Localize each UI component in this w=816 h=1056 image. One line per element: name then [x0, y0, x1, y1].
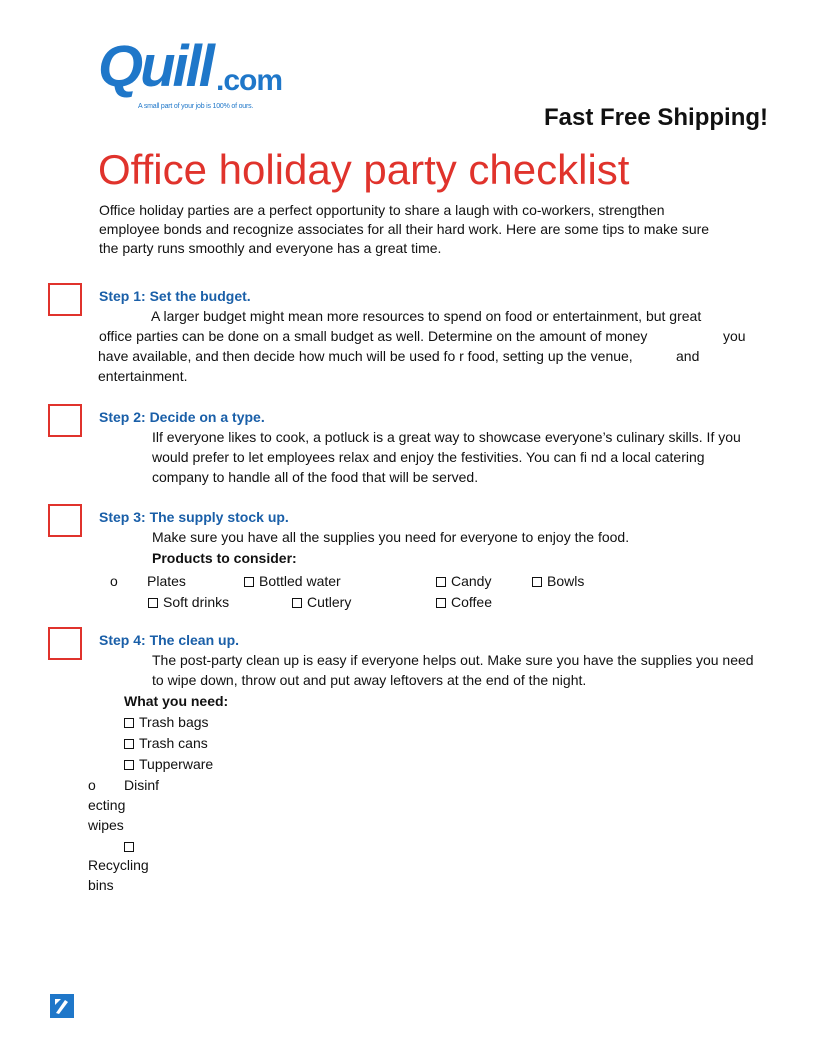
- products-heading: Products to consider:: [152, 550, 297, 566]
- small-checkbox-icon[interactable]: [124, 718, 134, 728]
- step4-line: The post-party clean up is easy if everyone helps out. Make sure you have the supplies you need: [152, 652, 754, 668]
- step1-line: and: [676, 348, 700, 364]
- logo-tagline: A small part of your job is 100% of ours.: [138, 103, 254, 110]
- step3-line: Make sure you have all the supplies you need for everyone to enjoy the food.: [152, 529, 630, 545]
- bullet: o: [110, 573, 118, 589]
- bullet: o: [88, 777, 96, 793]
- need-item[interactable]: Trash bags: [124, 713, 209, 733]
- product-item[interactable]: Cutlery: [292, 593, 351, 613]
- step1-line: entertainment.: [98, 368, 188, 384]
- step2-line: company to handle all of the food that will be served.: [152, 469, 479, 485]
- step3-checkbox[interactable]: [48, 504, 82, 537]
- step2-line: Ilf everyone likes to cook, a potluck is a great way to showcase everyone’s culinary skills. If you: [152, 429, 741, 445]
- need-item[interactable]: Trash cans: [124, 734, 208, 754]
- quill-feather-icon: [50, 994, 74, 1018]
- small-checkbox-icon[interactable]: [124, 760, 134, 770]
- step1-title: Step 1: Set the budget.: [99, 288, 251, 304]
- intro-line: employee bonds and recognize associates for all their hard work. Here are some tips to make sure: [99, 221, 710, 237]
- small-checkbox-icon[interactable]: [436, 598, 446, 608]
- step4-line: to wipe down, throw out and put away leftovers at the end of the night.: [152, 672, 587, 688]
- step2-title: Step 2: Decide on a type.: [99, 409, 265, 425]
- product-item[interactable]: Bowls: [532, 572, 584, 592]
- logo-suffix: .com: [216, 64, 283, 97]
- step3-title: Step 3: The supply stock up.: [99, 509, 289, 525]
- wipes-line: wipes: [88, 817, 124, 833]
- recycling-line: bins: [88, 877, 114, 893]
- small-checkbox-icon[interactable]: [124, 838, 134, 856]
- wipes-line: Disinf: [124, 777, 160, 793]
- step1-line: office parties can be done on a small budget as well. Determine on the amount of money: [99, 328, 648, 344]
- step1-line: you: [723, 328, 746, 344]
- small-checkbox-icon[interactable]: [436, 577, 446, 587]
- intro-line: the party runs smoothly and everyone has a great time.: [99, 240, 442, 256]
- product-item[interactable]: Coffee: [436, 593, 492, 613]
- recycling-line: Recycling: [88, 857, 149, 873]
- step1-line: A larger budget might mean more resources to spend on food or entertainment, but great: [151, 308, 702, 324]
- needs-heading: What you need:: [124, 693, 229, 709]
- small-checkbox-icon[interactable]: [532, 577, 542, 587]
- shipping-banner: Fast Free Shipping!: [544, 104, 769, 131]
- step1-line: have available, and then decide how much will be used fo r food, setting up the venue,: [98, 348, 633, 364]
- page-title: Office holiday party checklist: [98, 146, 630, 193]
- small-checkbox-icon[interactable]: [292, 598, 302, 608]
- step2-checkbox[interactable]: [48, 404, 82, 437]
- quill-logo: [98, 34, 308, 118]
- small-checkbox-icon[interactable]: [124, 739, 134, 749]
- step1-checkbox[interactable]: [48, 283, 82, 316]
- need-item[interactable]: Tupperware: [124, 755, 213, 775]
- wipes-line: ecting: [88, 797, 126, 813]
- step2-line: would prefer to let employees relax and enjoy the festivities. You can fi nd a local catering: [152, 449, 705, 465]
- step4-checkbox[interactable]: [48, 627, 82, 660]
- step4-title: Step 4: The clean up.: [99, 632, 240, 648]
- product-item: Plates: [147, 573, 186, 589]
- product-item[interactable]: Candy: [436, 572, 491, 592]
- product-item[interactable]: Soft drinks: [148, 593, 229, 613]
- intro-line: Office holiday parties are a perfect opportunity to share a laugh with co-workers, strengthen: [99, 202, 665, 218]
- product-item[interactable]: Bottled water: [244, 572, 341, 592]
- small-checkbox-icon[interactable]: [244, 577, 254, 587]
- small-checkbox-icon[interactable]: [148, 598, 158, 608]
- logo-text: Quill: [98, 34, 212, 99]
